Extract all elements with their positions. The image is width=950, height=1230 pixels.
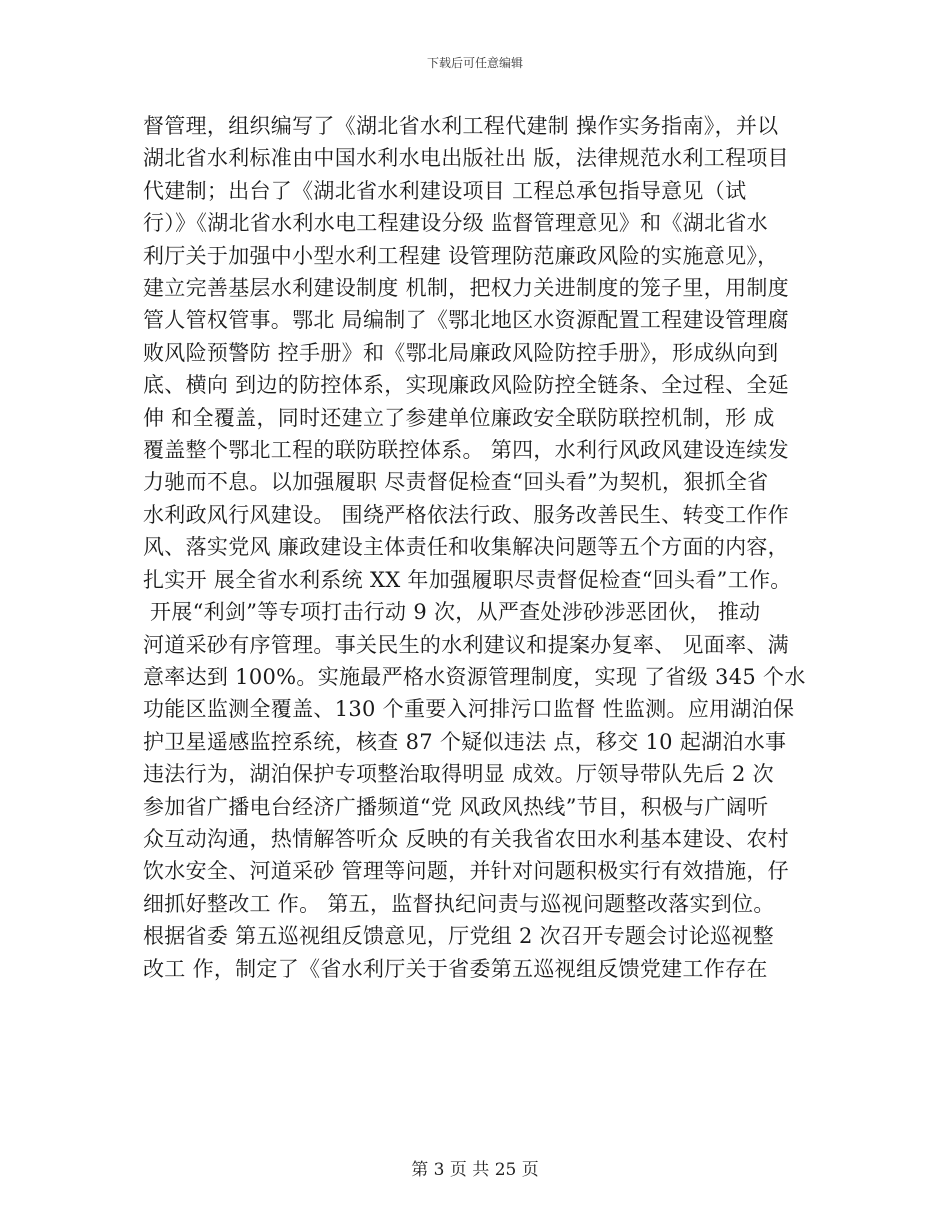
document-body [143, 110, 843, 985]
text-line: 利厅关于加强中小型水利工程建 设管理防范廉政风险的实施意见》， [143, 243, 779, 268]
text-line: 河道采砂有序管理。事关民生的水利建议和提案办复率、 见面率、满 [143, 632, 789, 657]
text-line: 覆盖整个鄂北工程的联防联控体系。 第四，水利行风政风建设连续发 [143, 438, 789, 463]
text-line: 功能区监测全覆盖、130 个重要入河排污口监督 性监测。应用湖泊保 [143, 697, 795, 722]
page-header: 下载后可任意编辑 [426, 56, 523, 70]
text-line: 护卫星遥感监控系统，核查 87 个疑似违法 点，移交 10 起湖泊水事 [143, 729, 787, 754]
text-line: 底、横向 到边的防控体系，实现廉政风险防控全链条、全过程、全延 [143, 373, 789, 398]
text-line: 参加省广播电台经济广播频道“党 风政风热线”节目，积极与广阔听 [143, 794, 769, 819]
text-line: 管人管权管事。鄂北 局编制了《鄂北地区水资源配置工程建设管理腐 [143, 308, 789, 333]
text-line: 众互动沟通，热情解答听众 反映的有关我省农田水利基本建设、农村 [143, 826, 789, 851]
text-line: 行）》《湖北省水利水电工程建设分级 监督管理意见》和《湖北省水 [143, 211, 768, 236]
text-line: 风、落实党风 廉政建设主体责任和收集解决问题等五个方面的内容， [143, 535, 789, 560]
text-line: 败风险预警防 控手册》和《鄂北局廉政风险防控手册》，形成纵向到 [143, 340, 779, 365]
text-line: 督管理，组织编写了《湖北省水利工程代建制 操作实务指南》，并以 [143, 114, 779, 138]
text-line: 改工 作，制定了《省水利厅关于省委第五巡视组反馈党建工作存在 [143, 956, 768, 981]
text-line: 细抓好整改工 作。 第五，监督执纪问责与巡视问题整改落实到位。 [143, 891, 775, 916]
text-line: 伸 和全覆盖，同时还建立了参建单位廉政安全联防联控机制，形 成 [143, 405, 775, 430]
text-line: 饮水安全、河道采砂 管理等问题，并针对问题积极实行有效措施，仔 [143, 859, 789, 884]
text-line: 根据省委 第五巡视组反馈意见，厅党组 2 次召开专题会讨论巡视整 [143, 924, 774, 949]
text-line: 建立完善基层水利建设制度 机制，把权力关进制度的笼子里，用制度 [143, 276, 789, 301]
page-footer: 第 3 页 共 25 页 [411, 1160, 539, 1180]
text-line: 意率达到 100%。实施最严格水资源管理制度，实现 了省级 345 个水 [143, 664, 806, 689]
text-line: 代建制；出台了《湖北省水利建设项目 工程总承包指导意见（试 [143, 178, 747, 203]
text-line: 湖北省水利标准由中国水利水电出版社出 版，法律规范水利工程项目 [143, 146, 789, 171]
text-line: 扎实开 展全省水利系统 XX 年加强履职尽责督促检查“回头看”工作。 [143, 567, 792, 592]
text-line: 水利政风行风建设。 围绕严格依法行政、服务改善民生、转变工作作 [143, 502, 789, 527]
text-line: 开展“利剑”等专项打击行动 9 次，从严查处涉砂涉恶团伙， 推动 [143, 600, 761, 625]
text-line: 力驰而不息。以加强履职 尽责督促检查“回头看”为契机，狠抓全省 [143, 470, 769, 495]
text-line: 违法行为，湖泊保护专项整治取得明显 成效。厅领导带队先后 2 次 [143, 762, 774, 787]
